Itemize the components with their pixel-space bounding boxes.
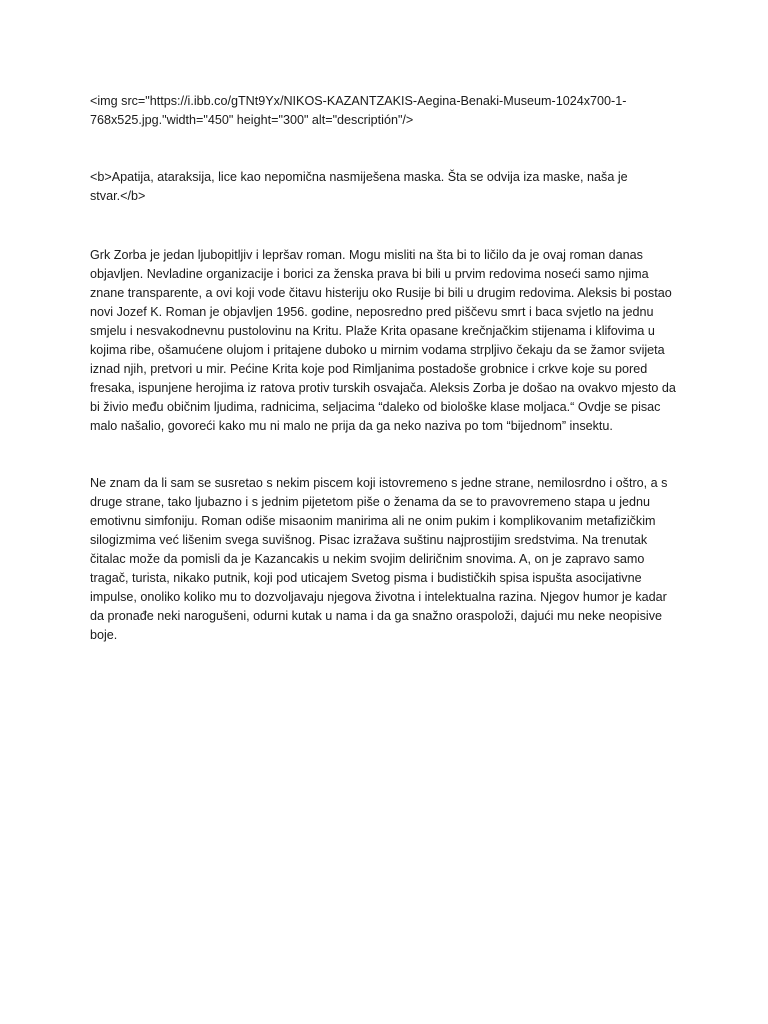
bold-markup-text: <b>Apatija, ataraksija, lice kao nepomična nasmiješena maska. Šta se odvija iza maske, naša je stvar.</b> [90,170,628,203]
img-markup-text: <img src="https://i.ibb.co/gTNt9Yx/NIKOS-KAZANTZAKIS-Aegina-Benaki-Museum-1024x700-1- 768x525.jpg."width="450" height="300" alt="descriptión"/> [90,94,627,127]
body-paragraph-1: Grk Zorba je jedan ljubopitljiv i lepršav roman. Mogu misliti na šta bi to ličilo da je ovaj roman danas objavljen. Nevladine organizacije i borici za ženska prava bi bili u prvim redovima noseći samo njima znane transparente, a ovi koji vode čitavu histeriju oko Rusije bi bili u drugim redovima. Aleksis bi postao novi Jozef K. Roman je objavljen 1956. godine, neposredno pred piščevu smrt i baca svjetlo na jednu smjelu i nesvakodnevnu pustolovinu na Kritu. Plaže Krita opasane krečnjačkim stijenama i klifovima u kojima ribe, ošamućene olujom i pritajene duboko u mirnim vodama strpljivo čekaju da se žamor svijeta iznad njih, pretvori u mir. Pećine Krita koje pod Rimljanima postadoše grobnice i crkve koje su pored fresaka, ispunjene herojima iz ratova protiv turskih osvajača. Aleksis Zorba je došao na ovakvo mjesto da bi živio među običnim ljudima, radnicima, seljacima “daleko od biološke klase moljaca.“ Ovdje se pisac malo našalio, govoreći kako mu ni malo ne prija da ga neko naziva po tom “bijednom” insektu. [90,248,676,433]
body-paragraph-2: Ne znam da li sam se susretao s nekim piscem koji istovremeno s jedne strane, nemilosrdno i oštro, a s druge strane, tako ljubazno i s jednim pijetetom piše o ženama da se to pravovremeno stapa u jednu emotivnu simfoniju. Roman odiše misaonim manirima ali ne onim pukim i komplikovanim metafizičkim silogizmima već lišenim svega suvišnog. Pisac izražava suštinu najprostijim sredstvima. Na trenutak čitalac može da pomisli da je Kazancakis u nekim svojim deliričnim snovima. A, on je zapravo samo tragač, turista, nikako putnik, koji pod uticajem Svetog pisma i budističkih spisa ispušta asocijativne impulse, onoliko koliko mu to dozvoljavaju njegova životna i intelektualna razina. Njegov humor je kadar da pronađe neki narogušeni, odurni kutak u nama i da ga snažno oraspoloži, dajući mu neke neopisive boje. [90,476,668,642]
